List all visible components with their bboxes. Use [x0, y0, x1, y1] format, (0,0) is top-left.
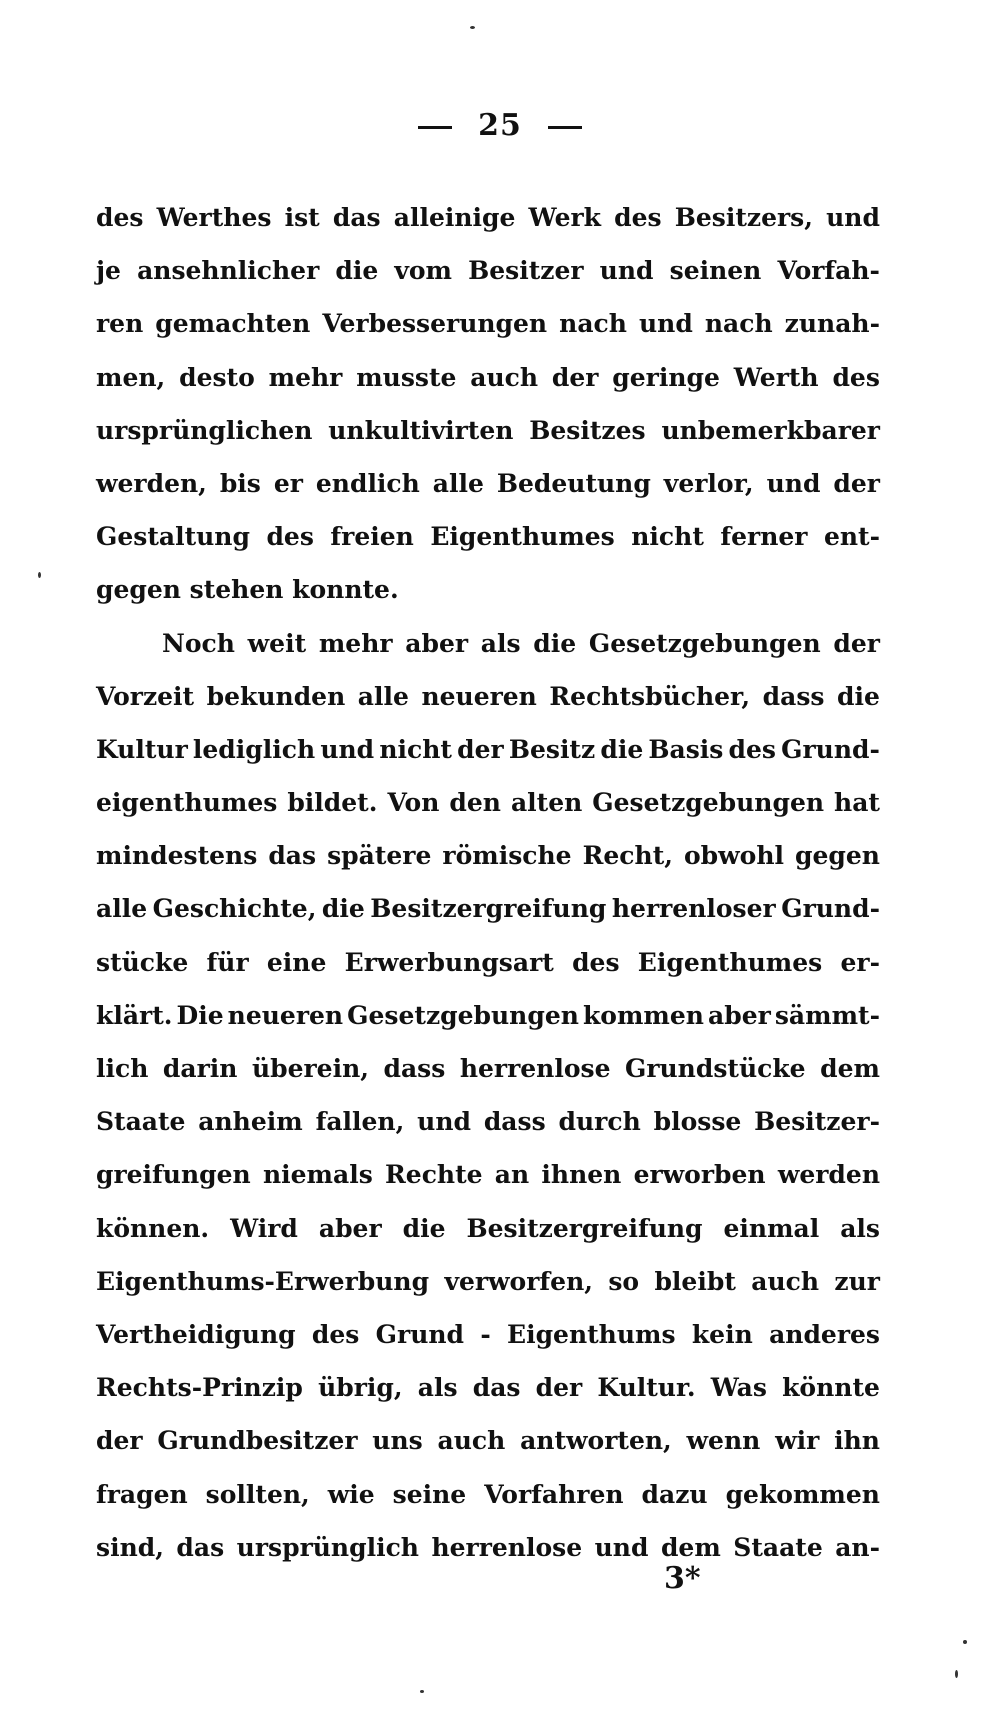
right-dash: [548, 126, 582, 129]
text-line: ursprünglichen unkultivirten Besitzes unbemerkbarer: [96, 415, 880, 445]
scan-speck: [963, 1640, 967, 1644]
text-line: des Werthes ist das alleinige Werk des Besitzers, und: [96, 203, 880, 232]
text-line: können. Wird aber die Besitzergreifung einmal als: [96, 1213, 880, 1243]
text-line: Vorzeit bekunden alle neueren Rechtsbücher, dass die: [96, 681, 880, 711]
left-dash: [418, 126, 452, 129]
text-line: klärt. Die neueren Gesetzgebungen kommen aber sämmt-: [96, 1000, 880, 1030]
text-line: Kultur lediglich und nicht der Besitz die Basis des Grund-: [96, 734, 880, 764]
text-line: mindestens das spätere römische Recht, obwohl gegen: [96, 841, 880, 871]
text-line: Vertheidigung des Grund - Eigenthums kein anderes: [96, 1319, 880, 1349]
text-line: eigenthumes bildet. Von den alten Gesetzgebungen hat: [96, 788, 880, 818]
text-line: men, desto mehr musste auch der geringe Werth des: [96, 362, 880, 392]
text-line: Rechts-Prinzip übrig, als das der Kultur. Was könnte: [96, 1373, 880, 1403]
text-line: sind, das ursprünglich herrenlose und dem Staate an-: [96, 1532, 880, 1562]
text-line: Eigenthums-Erwerbung verworfen, so bleibt auch zur: [96, 1266, 880, 1296]
text-line: der Grundbesitzer uns auch antworten, wenn wir ihn: [96, 1426, 880, 1456]
page-number-text: 25: [478, 108, 522, 143]
body-text: [96, 198, 880, 1581]
text-line: lich darin überein, dass herrenlose Grundstücke dem: [96, 1054, 880, 1083]
page-number: [0, 108, 1000, 143]
text-line: Noch weit mehr aber als die Gesetzgebungen der: [162, 628, 880, 658]
text-line: greifungen niemals Rechte an ihnen erworben werden: [96, 1160, 880, 1190]
text-line: stücke für eine Erwerbungsart des Eigenthumes er-: [96, 947, 880, 977]
scan-speck: [38, 572, 41, 578]
scan-speck: [470, 26, 475, 29]
scan-speck: [955, 1670, 958, 1678]
text-line: gegen stehen konnte.: [96, 575, 399, 605]
scan-speck: [420, 1690, 424, 1693]
text-line: werden, bis er endlich alle Bedeutung verlor, und der: [96, 468, 880, 498]
text-line: ren gemachten Verbesserungen nach und nach zunah-: [96, 309, 880, 339]
text-line: je ansehnlicher die vom Besitzer und seinen Vorfah-: [96, 256, 880, 286]
signature-mark: 3*: [664, 1561, 701, 1596]
text-line: Staate anheim fallen, und dass durch blosse Besitzer-: [96, 1107, 880, 1137]
text-line: alle Geschichte, die Besitzergreifung herrenloser Grund-: [96, 894, 880, 924]
text-line: fragen sollten, wie seine Vorfahren dazu gekommen: [96, 1479, 880, 1509]
text-line: Gestaltung des freien Eigenthumes nicht ferner ent-: [96, 522, 880, 552]
